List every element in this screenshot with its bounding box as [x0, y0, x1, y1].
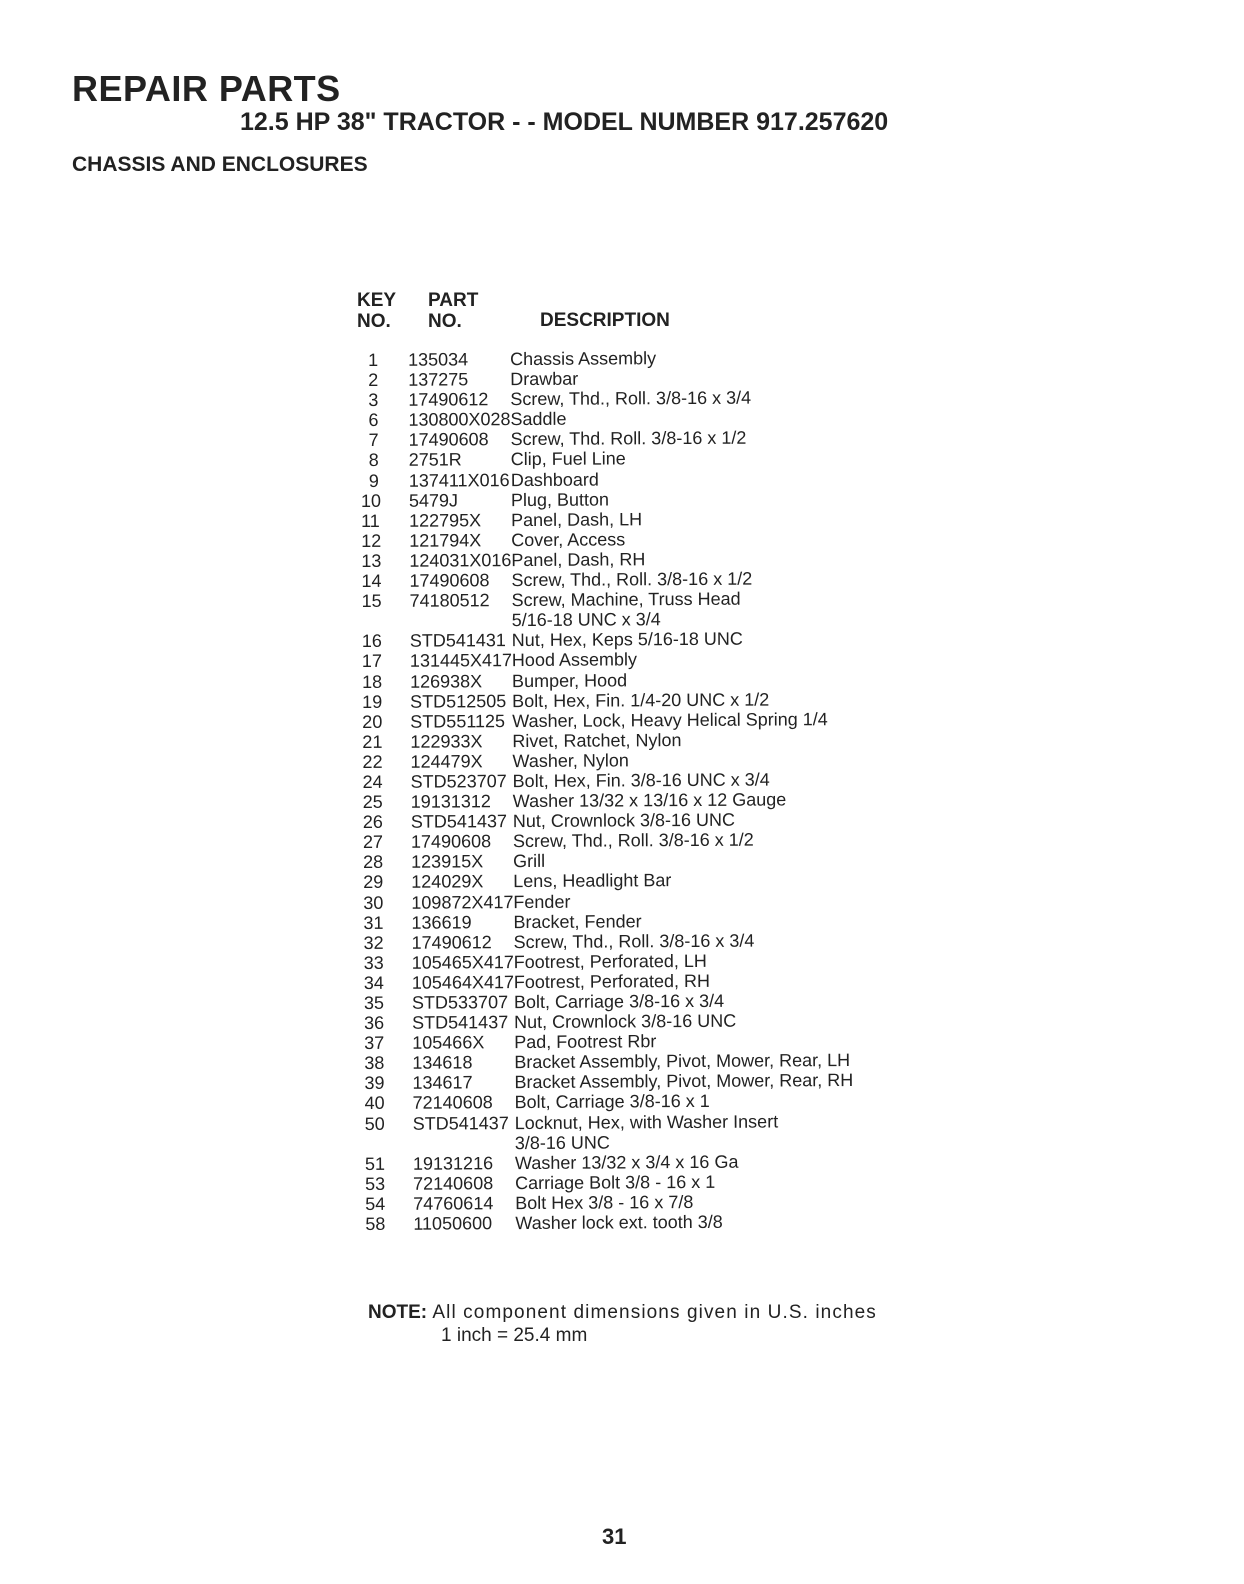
key-no-cell: 15 — [361, 590, 382, 612]
part-no-cell: 5479J — [408, 490, 459, 511]
description-cell: Carriage Bolt 3/8 - 16 x 1 — [515, 1171, 716, 1193]
key-no-cell: 28 — [363, 852, 384, 873]
description-cell: Washer, Nylon — [512, 750, 629, 771]
part-no-cell: 124031X016 — [409, 550, 512, 571]
part-no-cell: 131445X417 — [409, 650, 513, 672]
part-no-cell: 109872X417 — [411, 891, 514, 913]
key-no-cell: 20 — [362, 711, 383, 732]
part-no-cell: 72140608 — [413, 1173, 494, 1194]
description-cell: Rivet, Ratchet, Nylon — [512, 729, 682, 751]
key-no-cell: 22 — [362, 751, 383, 772]
description-cell: Washer lock ext. tooth 3/8 — [515, 1211, 723, 1234]
key-no-cell: 8 — [368, 450, 379, 471]
description-cell: Fender — [513, 891, 571, 912]
part-no-cell: 122933X — [410, 731, 483, 752]
part-no-cell: STD523707 — [410, 771, 507, 792]
column-header-part-line2: NO. — [428, 311, 462, 332]
section-heading: CHASSIS AND ENCLOSURES — [72, 153, 368, 176]
key-no-cell: 39 — [364, 1073, 385, 1094]
part-no-cell: STD541437 — [412, 1112, 509, 1134]
description-cell: Grill — [513, 851, 546, 872]
key-no-cell: 34 — [363, 972, 384, 993]
part-no-cell: 126938X — [409, 670, 483, 692]
description-cell: Footrest, Perforated, RH — [513, 970, 710, 992]
description-cell: Clip, Fuel Line — [510, 448, 626, 470]
part-no-cell: 124479X — [410, 751, 483, 772]
description-cell: Drawbar — [510, 368, 579, 390]
part-no-cell: STD541437 — [412, 1012, 509, 1033]
part-no-cell: 122795X — [408, 510, 482, 531]
key-no-cell: 40 — [364, 1093, 385, 1114]
description-cell: Screw, Thd., Roll. 3/8-16 x 1/2 — [512, 829, 754, 852]
key-no-cell: 30 — [363, 892, 384, 913]
description-cell: Bracket, Fender — [513, 910, 642, 932]
column-header-part-line1: PART — [428, 290, 479, 311]
part-no-cell: 135034 — [407, 349, 469, 370]
description-cell: Washer 13/32 x 3/4 x 16 Ga — [514, 1151, 739, 1173]
key-no-cell: 50 — [364, 1113, 385, 1134]
key-no-cell: 7 — [368, 430, 379, 451]
part-no-cell: 19131216 — [412, 1152, 494, 1174]
key-no-cell: 26 — [362, 812, 383, 833]
part-no-cell: 105464X417 — [411, 971, 515, 993]
key-no-cell: 54 — [365, 1193, 386, 1214]
key-no-cell: 36 — [364, 1012, 385, 1034]
description-cell: Bracket Assembly, Pivot, Mower, Rear, LH — [514, 1050, 851, 1073]
key-no-cell: 33 — [363, 952, 384, 973]
key-no-cell: 12 — [361, 530, 382, 551]
key-no-cell: 29 — [363, 872, 384, 893]
column-header-key-line1: KEY — [357, 290, 397, 311]
description-cell: Screw, Machine, Truss Head — [511, 588, 741, 611]
key-no-cell: 32 — [363, 932, 384, 953]
part-no-cell: STD512505 — [410, 690, 507, 712]
description-cell: 5/16-18 UNC x 3/4 — [511, 609, 661, 631]
description-cell: Lens, Headlight Bar — [513, 870, 672, 892]
key-no-cell: 1 — [367, 349, 379, 370]
description-cell: 3/8-16 UNC — [514, 1132, 610, 1153]
key-no-cell: 24 — [362, 771, 383, 792]
description-cell: Chassis Assembly — [509, 348, 657, 370]
part-no-cell: STD541431 — [409, 630, 506, 652]
description-cell: Bolt, Hex, Fin. 1/4-20 UNC x 1/2 — [512, 689, 770, 711]
key-no-cell: 58 — [365, 1213, 386, 1235]
description-cell: Nut, Hex, Keps 5/16-18 UNC — [511, 628, 743, 651]
key-no-cell: 14 — [361, 570, 382, 592]
description-cell: Bolt Hex 3/8 - 16 x 7/8 — [515, 1191, 694, 1214]
description-cell: Washer 13/32 x 13/16 x 12 Gauge — [512, 789, 787, 812]
model-subtitle: 12.5 HP 38" TRACTOR - - MODEL NUMBER 917.257620 — [240, 108, 889, 136]
description-cell: Bracket Assembly, Pivot, Mower, Rear, RH — [514, 1070, 854, 1093]
description-cell: Locknut, Hex, with Washer Insert — [514, 1111, 779, 1133]
part-no-cell: 19131312 — [410, 791, 491, 812]
part-no-cell: 72140608 — [412, 1092, 493, 1114]
part-no-cell: 17490612 — [408, 389, 489, 410]
key-no-cell: 53 — [365, 1173, 386, 1194]
note-label: NOTE: — [368, 1302, 428, 1323]
part-no-cell: 137411X016 — [408, 469, 510, 491]
description-cell: Bumper, Hood — [511, 669, 628, 691]
key-no-cell: 37 — [364, 1033, 385, 1054]
description-cell: Screw, Thd. Roll. 3/8-16 x 1/2 — [510, 428, 747, 450]
part-no-cell: 130800X028 — [408, 409, 511, 430]
part-no-cell: 2751R — [408, 449, 462, 471]
description-cell: Saddle — [510, 409, 567, 430]
part-no-cell: 17490608 — [408, 429, 489, 451]
part-no-cell: 17490608 — [410, 831, 492, 852]
description-cell: Screw, Thd., Roll. 3/8-16 x 1/2 — [511, 568, 753, 591]
part-no-cell: 17490612 — [411, 931, 492, 953]
part-no-cell: 11050600 — [413, 1213, 493, 1234]
description-cell: Bolt, Carriage 3/8-16 x 3/4 — [513, 990, 725, 1013]
note — [368, 1302, 877, 1346]
key-no-cell: 19 — [362, 691, 383, 712]
description-cell: Dashboard — [510, 469, 599, 490]
part-no-cell: STD551125 — [410, 710, 506, 732]
part-no-cell: 105466X — [412, 1032, 485, 1053]
key-no-cell: 17 — [361, 651, 382, 672]
column-header-description: DESCRIPTION — [540, 310, 670, 331]
part-no-cell: STD533707 — [411, 992, 509, 1013]
key-no-cell: 27 — [362, 832, 384, 853]
description-cell: Cover, Access — [511, 529, 626, 550]
key-no-cell — [362, 611, 380, 631]
key-no-cell: 31 — [363, 912, 384, 933]
description-cell: Plug, Button — [510, 489, 610, 510]
part-no-cell: 74180512 — [409, 590, 490, 611]
description-cell: Bolt, Carriage 3/8-16 x 1 — [514, 1091, 710, 1113]
part-no-cell: 74760614 — [413, 1193, 494, 1214]
part-no-cell: 17490608 — [409, 570, 490, 591]
part-no-cell: 137275 — [408, 369, 469, 390]
parts-table — [360, 346, 985, 1234]
note-conversion: 1 inch = 25.4 mm — [441, 1325, 588, 1346]
description-cell: Bolt, Hex, Fin. 3/8-16 UNC x 3/4 — [512, 769, 770, 792]
key-no-cell — [365, 1134, 383, 1154]
description-cell: Panel, Dash, LH — [510, 509, 643, 530]
part-no-cell: 123915X — [411, 851, 484, 873]
key-no-cell: 16 — [361, 631, 382, 652]
key-no-cell: 11 — [360, 510, 380, 531]
description-cell: Panel, Dash, RH — [511, 549, 646, 571]
description-cell: Nut, Crownlock 3/8-16 UNC — [512, 809, 736, 832]
column-header-part — [428, 290, 478, 332]
key-no-cell: 2 — [368, 369, 379, 391]
description-cell: Nut, Crownlock 3/8-16 UNC — [514, 1010, 737, 1033]
key-no-cell: 25 — [362, 791, 383, 813]
description-cell: Pad, Footrest Rbr — [514, 1031, 657, 1053]
key-no-cell: 6 — [368, 410, 379, 431]
part-no-cell: 136619 — [411, 911, 472, 933]
part-no-cell: 121794X — [409, 530, 482, 551]
table-row — [365, 1210, 985, 1234]
page-title: REPAIR PARTS — [72, 68, 341, 109]
part-no-cell: 105465X417 — [411, 951, 514, 973]
part-no-cell — [383, 1133, 515, 1154]
column-header-key-line2: NO. — [357, 311, 391, 332]
key-no-cell: 13 — [361, 550, 382, 571]
part-no-cell — [380, 610, 512, 631]
page-number: 31 — [602, 1524, 627, 1549]
note-text: All component dimensions given in U.S. inches — [432, 1302, 877, 1323]
key-no-cell: 21 — [362, 731, 383, 752]
description-cell: Screw, Thd., Roll. 3/8-16 x 3/4 — [513, 930, 755, 952]
part-no-cell: 134618 — [412, 1052, 473, 1073]
key-no-cell: 51 — [364, 1153, 386, 1174]
description-cell: Screw, Thd., Roll. 3/8-16 x 3/4 — [510, 387, 752, 410]
key-no-cell: 18 — [361, 671, 383, 692]
description-cell: Washer, Lock, Heavy Helical Spring 1/4 — [512, 708, 828, 731]
key-no-cell: 9 — [368, 470, 379, 491]
column-header-key — [357, 290, 396, 332]
description-cell: Footrest, Perforated, LH — [513, 950, 707, 972]
key-no-cell: 35 — [363, 992, 385, 1013]
part-no-cell: 134617 — [412, 1072, 473, 1094]
key-no-cell: 3 — [368, 390, 379, 411]
part-no-cell: STD541437 — [410, 811, 508, 832]
key-no-cell: 10 — [360, 490, 382, 511]
part-no-cell: 124029X — [411, 871, 484, 893]
description-cell: Hood Assembly — [511, 649, 638, 671]
key-no-cell: 38 — [364, 1053, 385, 1074]
